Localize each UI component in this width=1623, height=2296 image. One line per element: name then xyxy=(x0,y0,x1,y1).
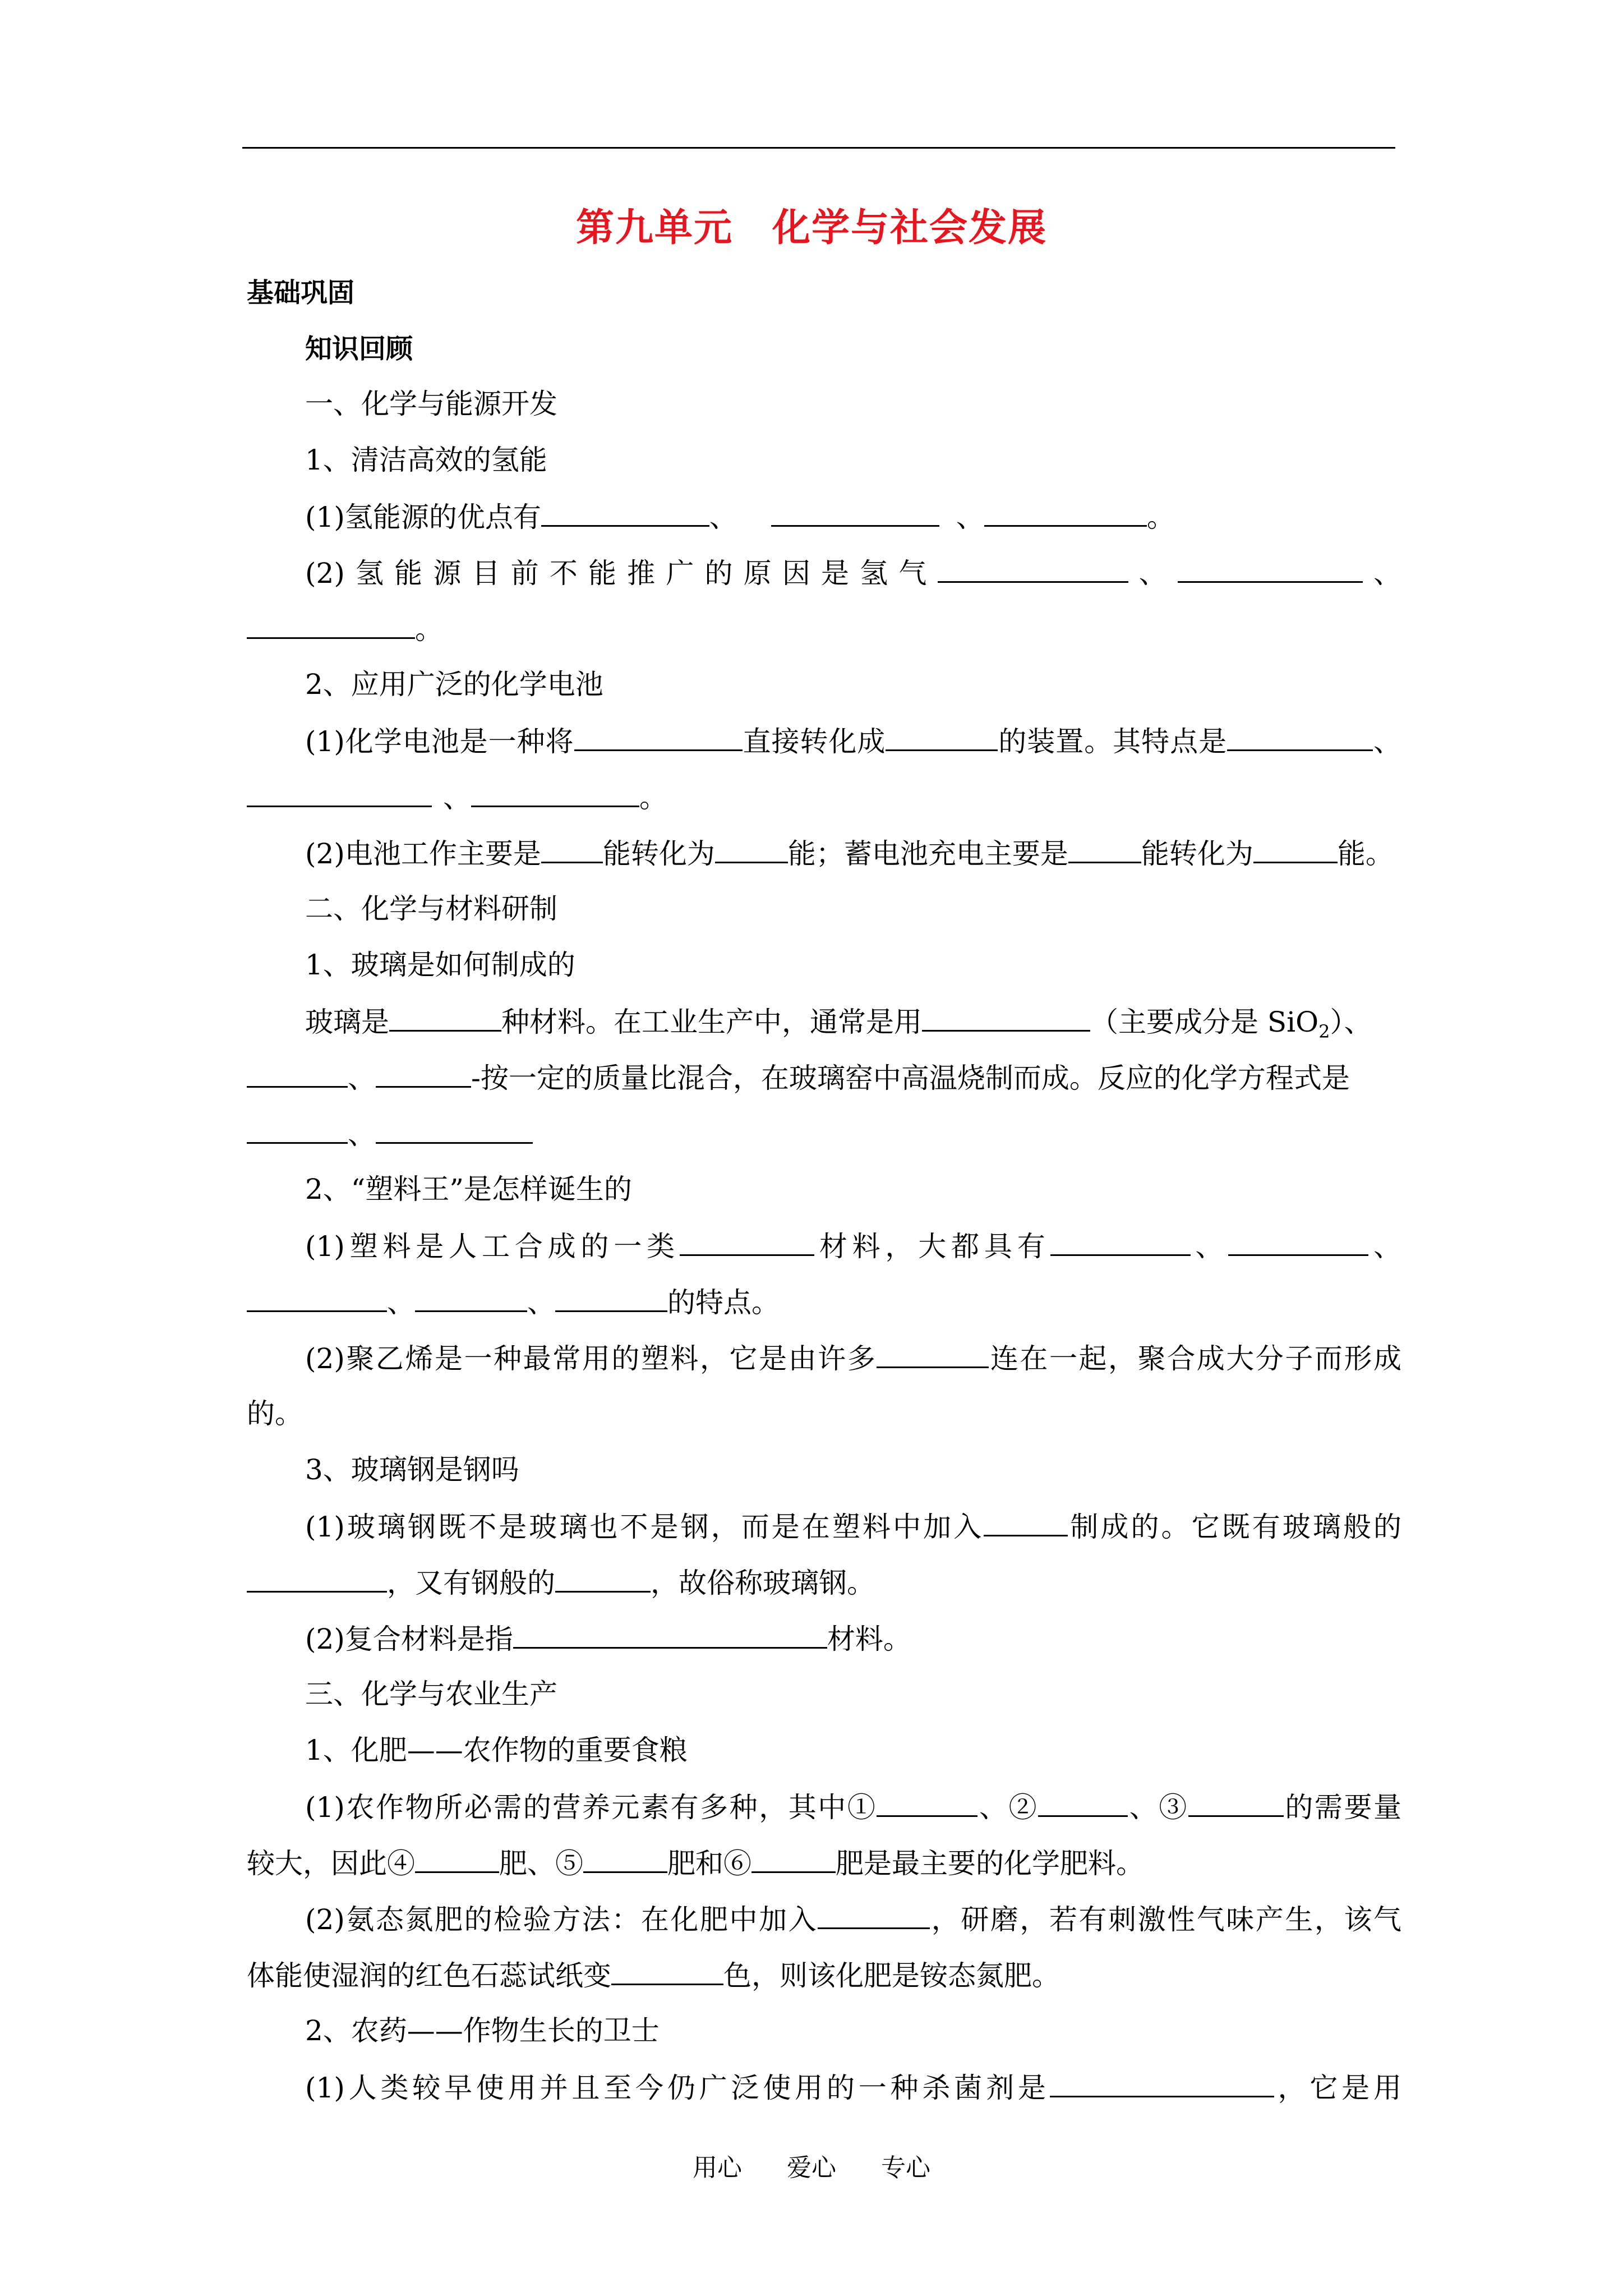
footer-word-3: 专心 xyxy=(881,2154,930,2182)
sub-1-1: 1、清洁高效的氢能 xyxy=(305,444,547,476)
footer-word-1: 用心 xyxy=(693,2154,742,2182)
sub-3-2: 2、农药——作物生长的卫士 xyxy=(305,2014,660,2047)
section-1: 一、化学与能源开发 xyxy=(305,388,557,420)
plastic-q1: (1)塑料是人工合成的一类 材料，大都具有 、 、 xyxy=(305,1228,1401,1263)
question-1-2a-cont: 、 。 xyxy=(247,780,1401,815)
question-1-2b: (2)电池工作主要是 能转化为 能；蓄电池充电主要是 能转化为 能。 xyxy=(305,836,1401,871)
fiberglass-q1-cont: ，又有钢般的 ，故俗称玻璃钢。 xyxy=(247,1565,1401,1600)
plastic-q1-cont: 、 、 的特点。 xyxy=(247,1285,1401,1319)
pesticide-q1: (1)人类较早使用并且至今仍广泛使用的一种杀菌剂是 ，它是用 xyxy=(305,2070,1401,2105)
footer-word-2: 爱心 xyxy=(787,2154,836,2182)
page-title xyxy=(0,197,1623,252)
fertilizer-q2-cont: 体能使湿润的红色石蕊试纸变 色，则该化肥是铵态氮肥。 xyxy=(247,1958,1401,1993)
fertilizer-q1-cont: 较大，因此④ 肥、⑤ 肥和⑥ 肥是最主要的化学肥料。 xyxy=(247,1846,1401,1880)
sub-2-2: 2、“塑料王”是怎样诞生的 xyxy=(305,1173,632,1205)
sub-3-1: 1、化肥——农作物的重要食粮 xyxy=(305,1734,688,1766)
sub-2-1: 1、玻璃是如何制成的 xyxy=(305,949,575,981)
title-unit: 第九单元 xyxy=(575,206,733,250)
question-1-2a: (1)化学电池是一种将 直接转化成 的装置。其特点是 、 xyxy=(305,724,1401,758)
plastic-q2-cont: 的。 xyxy=(247,1397,303,1430)
question-1-1b-cont: 。 xyxy=(247,611,1401,646)
header-rule xyxy=(242,147,1395,149)
sub-1-2: 2、应用广泛的化学电池 xyxy=(305,668,603,701)
question-1-1b: (2)氢能源目前不能推广的原因是氢气 、 、 xyxy=(305,555,1401,590)
fiberglass-q1: (1)玻璃钢既不是玻璃也不是钢，而是在塑料中加入 制成的。它既有玻璃般的 xyxy=(305,1509,1401,1544)
section-3: 三、化学与农业生产 xyxy=(305,1678,557,1710)
glass-line-1: 玻璃是 种材料。在工业生产中，通常是用 （主要成分是 SiO$_2$）、 xyxy=(305,1004,1401,1048)
heading-basic: 基础巩固 xyxy=(247,277,355,309)
fertilizer-q1: (1)农作物所必需的营养元素有多种，其中① 、② 、③ 的需要量 xyxy=(305,1789,1401,1824)
sub-2-3: 3、玻璃钢是钢吗 xyxy=(305,1453,519,1486)
page-footer xyxy=(0,2147,1623,2183)
glass-line-3: 、 xyxy=(247,1116,1401,1151)
section-2: 二、化学与材料研制 xyxy=(305,892,557,925)
fertilizer-q2: (2)氨态氮肥的检验方法：在化肥中加入 ，研磨，若有刺激性气味产生，该气 xyxy=(305,1902,1401,1936)
fiberglass-q2: (2)复合材料是指 材料。 xyxy=(305,1621,1401,1656)
title-topic: 化学与社会发展 xyxy=(772,206,1048,250)
glass-line-2: 、 -按一定的质量比混合，在玻璃窑中高温烧制而成。反应的化学方程式是 xyxy=(247,1060,1401,1095)
question-1-1a: (1)氢能源的优点有 、 、 。 xyxy=(305,499,1401,534)
heading-review: 知识回顾 xyxy=(305,333,413,365)
plastic-q2: (2)聚乙烯是一种最常用的塑料，它是由许多 连在一起，聚合成大分子而形成 xyxy=(305,1341,1401,1375)
